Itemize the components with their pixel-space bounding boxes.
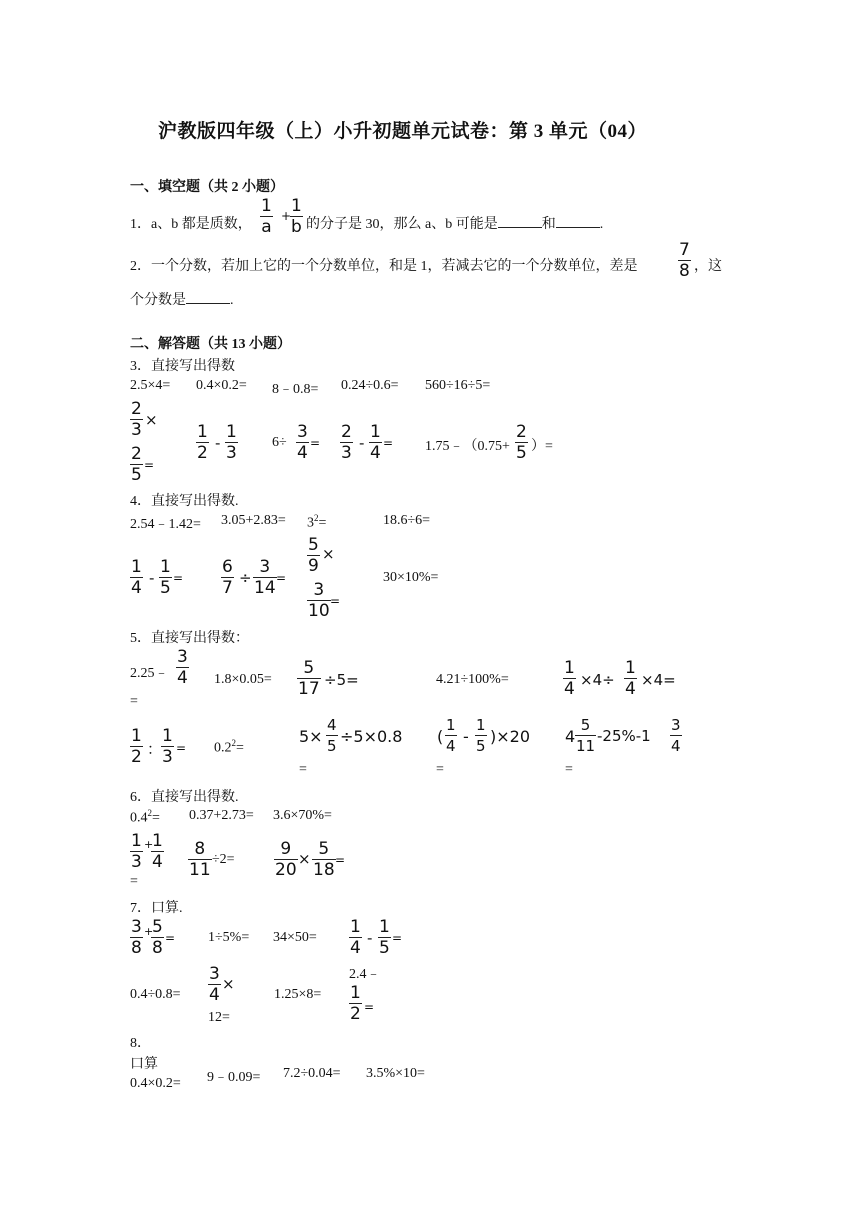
denominator: 5 [327, 737, 337, 755]
q7d-fraction-1-5 [378, 918, 391, 957]
numerator: 1 [162, 726, 173, 746]
q2-tail: ，这 [694, 259, 722, 274]
denominator: 4 [297, 443, 308, 463]
q8-row-item: 9﹣0.09= [207, 1070, 261, 1085]
q4a-fraction-1-5 [159, 558, 172, 597]
denominator: 3 [131, 420, 142, 440]
q3a-eq: = [144, 458, 155, 472]
q3-row1-item: 0.4×0.2= [196, 378, 247, 393]
denominator: 4 [209, 985, 220, 1005]
numerator: 2 [341, 422, 352, 442]
numerator: 1 [226, 422, 237, 442]
q3-label: 3．直接写出得数 [130, 359, 235, 374]
q5i-fraction-1-5 [475, 716, 487, 755]
q5h-fraction-4-5 [326, 716, 338, 755]
denominator: 5 [160, 578, 171, 598]
base: 3 [307, 515, 314, 531]
numerator: 5 [303, 658, 315, 678]
q6-label: 6．直接写出得数. [130, 790, 239, 805]
numerator: 4 [327, 716, 337, 734]
q1-end: . [599, 217, 604, 232]
q5f-fraction-1-3 [161, 727, 174, 766]
q5g [214, 738, 244, 757]
q2-fraction-7-8 [678, 241, 691, 280]
q6a-fraction-1-4 [151, 832, 164, 871]
q3d-minus: - [359, 434, 365, 452]
q4c-fraction-3-10 [307, 581, 331, 620]
numerator: 2 [131, 444, 142, 464]
q1-answer-blank-2[interactable] [556, 215, 600, 228]
denominator: 5 [476, 737, 486, 755]
q6-row1-item: 0.37+2.73= [189, 808, 254, 823]
denominator: 4 [446, 737, 456, 755]
q1-mid: 和 [541, 217, 556, 232]
numerator: 1 [261, 196, 272, 216]
q7h-fraction-1-2 [349, 984, 362, 1023]
denominator: 4 [177, 668, 188, 688]
q7e: 0.4÷0.8= [130, 987, 181, 1002]
q5f-fraction-1-2 [130, 727, 143, 766]
denominator: 5 [379, 938, 390, 958]
denominator: a [261, 217, 272, 237]
q6a-fraction-1-3 [130, 832, 143, 871]
q3e-post: ）= [531, 439, 553, 454]
numerator: 1 [379, 917, 390, 937]
q6c-times: × [298, 850, 311, 868]
q2-answer-blank[interactable] [186, 291, 230, 304]
q3-row1-item: 8﹣0.8= [272, 382, 319, 397]
numerator: 1 [197, 422, 208, 442]
denominator: 11 [189, 860, 211, 880]
q3d-eq: = [383, 436, 394, 450]
q3d-fraction-2-3 [340, 423, 353, 462]
section-heading-answer: 二、解答题（共 13 小题） [130, 337, 291, 352]
q5e-post: ×4= [641, 671, 676, 689]
q1-text-post [306, 213, 603, 233]
q7d-fraction-1-4 [349, 918, 362, 957]
q4d: 30×10%= [383, 570, 439, 585]
q1-fraction-1-over-b [290, 197, 303, 236]
q6c-fraction-9-20 [274, 840, 298, 879]
q2-line1: 2．一个分数，若加上它的一个分数单位，和是 1，若减去它的一个分数单位，差是 [130, 259, 638, 274]
q7-label: 7．口算. [130, 901, 183, 916]
q6c-fraction-5-18 [312, 840, 336, 879]
numerator: 6 [222, 557, 233, 577]
denominator: 5 [131, 465, 142, 485]
eq: = [318, 515, 327, 531]
q5e-fraction-1-4b [624, 659, 637, 698]
numerator: 1 [476, 716, 486, 734]
denominator: 3 [226, 443, 237, 463]
q2-end: . [230, 293, 234, 308]
numerator: 1 [152, 831, 163, 851]
q4c-eq: = [330, 594, 341, 608]
numerator: 3 [259, 557, 271, 577]
q5b: 1.8×0.05= [214, 672, 272, 687]
denominator: 11 [576, 737, 596, 755]
q3b-fraction-1-2 [196, 423, 209, 462]
denominator: 9 [308, 556, 319, 576]
q3e-pre: 1.75﹣（0.75+ [425, 439, 510, 454]
q5f-eq: = [176, 741, 187, 755]
q5h-pre: 5× [299, 727, 323, 746]
numerator: 1 [131, 557, 142, 577]
q8-num: 8． [130, 1036, 151, 1051]
q4-row1-item: 18.6÷6= [383, 513, 431, 528]
q5h-post: ÷5×0.8 [340, 727, 403, 746]
denominator: 20 [275, 860, 297, 880]
q7f-times: × [222, 975, 235, 993]
q7a-fraction-3-8 [130, 918, 143, 957]
q7d-eq: = [392, 931, 403, 945]
denominator: 3 [341, 443, 352, 463]
numerator: 1 [446, 716, 456, 734]
q6-square [130, 808, 160, 827]
numerator: 2 [131, 399, 142, 419]
q8-row-item: 7.2÷0.04= [283, 1066, 341, 1081]
q7a-plus: + [144, 925, 154, 938]
q5a-pre: 2.25﹣ [130, 666, 169, 681]
q2-line2 [130, 289, 234, 309]
q5i-pre: ( [437, 727, 444, 746]
q8a: 0.4×0.2= [130, 1076, 181, 1091]
numerator: 3 [313, 580, 325, 600]
q4a-minus: - [149, 569, 155, 587]
denominator: 4 [370, 443, 381, 463]
q1-fraction-1-over-a [260, 197, 273, 236]
base: 0.4 [130, 810, 148, 826]
q1-post: 的分子是 30，那么 a、b 可能是 [306, 217, 498, 232]
numerator: 3 [209, 964, 220, 984]
q7h-pre: 2.4﹣ [349, 967, 381, 982]
numerator: 7 [679, 240, 690, 260]
q5j-fraction-5-11 [575, 716, 596, 755]
denominator: 2 [131, 747, 142, 767]
denominator: 7 [222, 578, 233, 598]
numerator: 3 [297, 422, 308, 442]
q3a-times: × [145, 411, 158, 429]
q5h-eq: = [299, 762, 307, 777]
q3-row1-item: 2.5×4= [130, 378, 171, 393]
q6b-post: ÷2= [212, 852, 235, 867]
numerator: 9 [280, 839, 292, 859]
q3c-eq: = [310, 436, 321, 450]
q1-text-pre: 1．a、b 都是质数， [130, 217, 252, 232]
q3e-fraction-2-5 [515, 423, 528, 462]
denominator: 4 [625, 679, 636, 699]
q3b-fraction-1-3 [225, 423, 238, 462]
q7a-eq: = [165, 931, 176, 945]
q4-label: 4．直接写出得数. [130, 494, 239, 509]
numerator: 1 [131, 726, 142, 746]
numerator: 8 [194, 839, 206, 859]
q3-row1-item: 560÷16÷5= [425, 378, 491, 393]
numerator: 5 [152, 917, 163, 937]
denominator: b [291, 217, 302, 237]
q6b-fraction-8-11 [188, 840, 212, 879]
q5j-eq: = [565, 762, 573, 777]
page-title: 沪教版四年级（上）小升初题单元试卷：第 3 单元（04） [158, 121, 648, 142]
base: 0.2 [214, 740, 232, 756]
eq: = [236, 740, 244, 756]
q6a-eq: = [130, 874, 138, 889]
q7d-minus: - [367, 929, 373, 947]
q4a-fraction-1-4 [130, 558, 143, 597]
q8-row-item: 3.5%×10= [366, 1066, 425, 1081]
denominator: 2 [197, 443, 208, 463]
denominator: 4 [131, 578, 142, 598]
numerator: 3 [671, 716, 681, 734]
q6c-eq: = [335, 853, 346, 867]
q5e-fraction-1-4 [563, 659, 576, 698]
q5i-fraction-1-4 [445, 716, 457, 755]
q3b-minus: - [215, 434, 221, 452]
q3c-fraction-3-4 [296, 423, 309, 462]
q4-row1-item: 2.54﹣1.42= [130, 517, 201, 532]
numerator: 5 [318, 839, 330, 859]
denominator: 14 [254, 578, 276, 598]
q3-row1-item: 0.24÷0.6= [341, 378, 399, 393]
denominator: 3 [162, 747, 173, 767]
numerator: 1 [291, 196, 302, 216]
q5i-eq: = [436, 762, 444, 777]
q4-square [307, 513, 326, 532]
numerator: 3 [177, 647, 188, 667]
q4c-fraction-5-9 [307, 536, 320, 575]
denominator: 17 [298, 679, 320, 699]
q3a-fraction-2-3 [130, 400, 143, 439]
q5f-colon: ： [147, 740, 163, 758]
numerator: 1 [625, 658, 636, 678]
numerator: 1 [160, 557, 171, 577]
q5-label: 5．直接写出得数： [130, 631, 249, 646]
q2-line2-text: 个分数是 [130, 293, 186, 308]
q5j-fraction-3-4 [670, 716, 682, 755]
q5a-eq: = [130, 694, 138, 709]
q4a-eq: = [173, 571, 184, 585]
q6-row1-item: 3.6×70%= [273, 808, 332, 823]
numerator: 1 [131, 831, 142, 851]
q3d-fraction-1-4 [369, 423, 382, 462]
exponent: 2 [314, 513, 319, 523]
q7f-post: 12= [208, 1010, 230, 1025]
numerator: 2 [516, 422, 527, 442]
q4-row1-item: 3.05+2.83= [221, 513, 286, 528]
q5e-mid: ×4÷ [580, 671, 615, 689]
q5j-mid: -25%-1 [597, 727, 651, 745]
q5c-post: ÷5= [324, 671, 359, 689]
denominator: 8 [131, 938, 142, 958]
q7c: 34×50= [273, 930, 317, 945]
numerator: 1 [350, 917, 361, 937]
denominator: 4 [671, 737, 681, 755]
numerator: 3 [131, 917, 142, 937]
q4b-div: ÷ [239, 569, 252, 587]
q5c-fraction-5-17 [297, 659, 321, 698]
numerator: 1 [350, 983, 361, 1003]
numerator: 5 [580, 716, 591, 734]
numerator: 1 [564, 658, 575, 678]
denominator: 8 [679, 261, 690, 281]
q7h-eq: = [364, 1000, 375, 1014]
q4b-eq: = [276, 571, 287, 585]
denominator: 5 [516, 443, 527, 463]
q1-plus: + [281, 209, 292, 223]
denominator: 10 [308, 601, 330, 621]
numerator: 5 [308, 535, 319, 555]
q4b-fraction-6-7 [221, 558, 234, 597]
q3a-fraction-2-5 [130, 445, 143, 484]
denominator: 8 [152, 938, 163, 958]
q7g: 1.25×8= [274, 987, 322, 1002]
exponent: 2 [147, 808, 152, 818]
q7a-fraction-5-8 [151, 918, 164, 957]
q5i-post: )×20 [490, 727, 531, 746]
denominator: 4 [350, 938, 361, 958]
q6a-plus: + [144, 838, 154, 851]
q5j-pre: 4 [565, 727, 576, 746]
denominator: 2 [350, 1004, 361, 1024]
q5d: 4.21÷100%= [436, 672, 509, 687]
eq: = [152, 810, 160, 826]
q4b-fraction-3-14 [253, 558, 277, 597]
denominator: 3 [131, 852, 142, 872]
section-heading-fill-blank: 一、填空题（共 2 小题） [130, 180, 284, 195]
denominator: 4 [152, 852, 163, 872]
q3c-pre: 6÷ [272, 435, 287, 450]
q1-answer-blank-1[interactable] [498, 215, 542, 228]
q7f-fraction-3-4 [208, 965, 221, 1004]
numerator: 1 [370, 422, 381, 442]
exponent: 2 [231, 738, 236, 748]
q5i-minus: - [463, 727, 469, 746]
denominator: 4 [564, 679, 575, 699]
q7b: 1÷5%= [208, 930, 250, 945]
q4c-times: × [322, 545, 335, 563]
q5a-fraction-3-4 [176, 648, 189, 687]
q8-label: 口算 [130, 1057, 158, 1072]
denominator: 18 [313, 860, 335, 880]
